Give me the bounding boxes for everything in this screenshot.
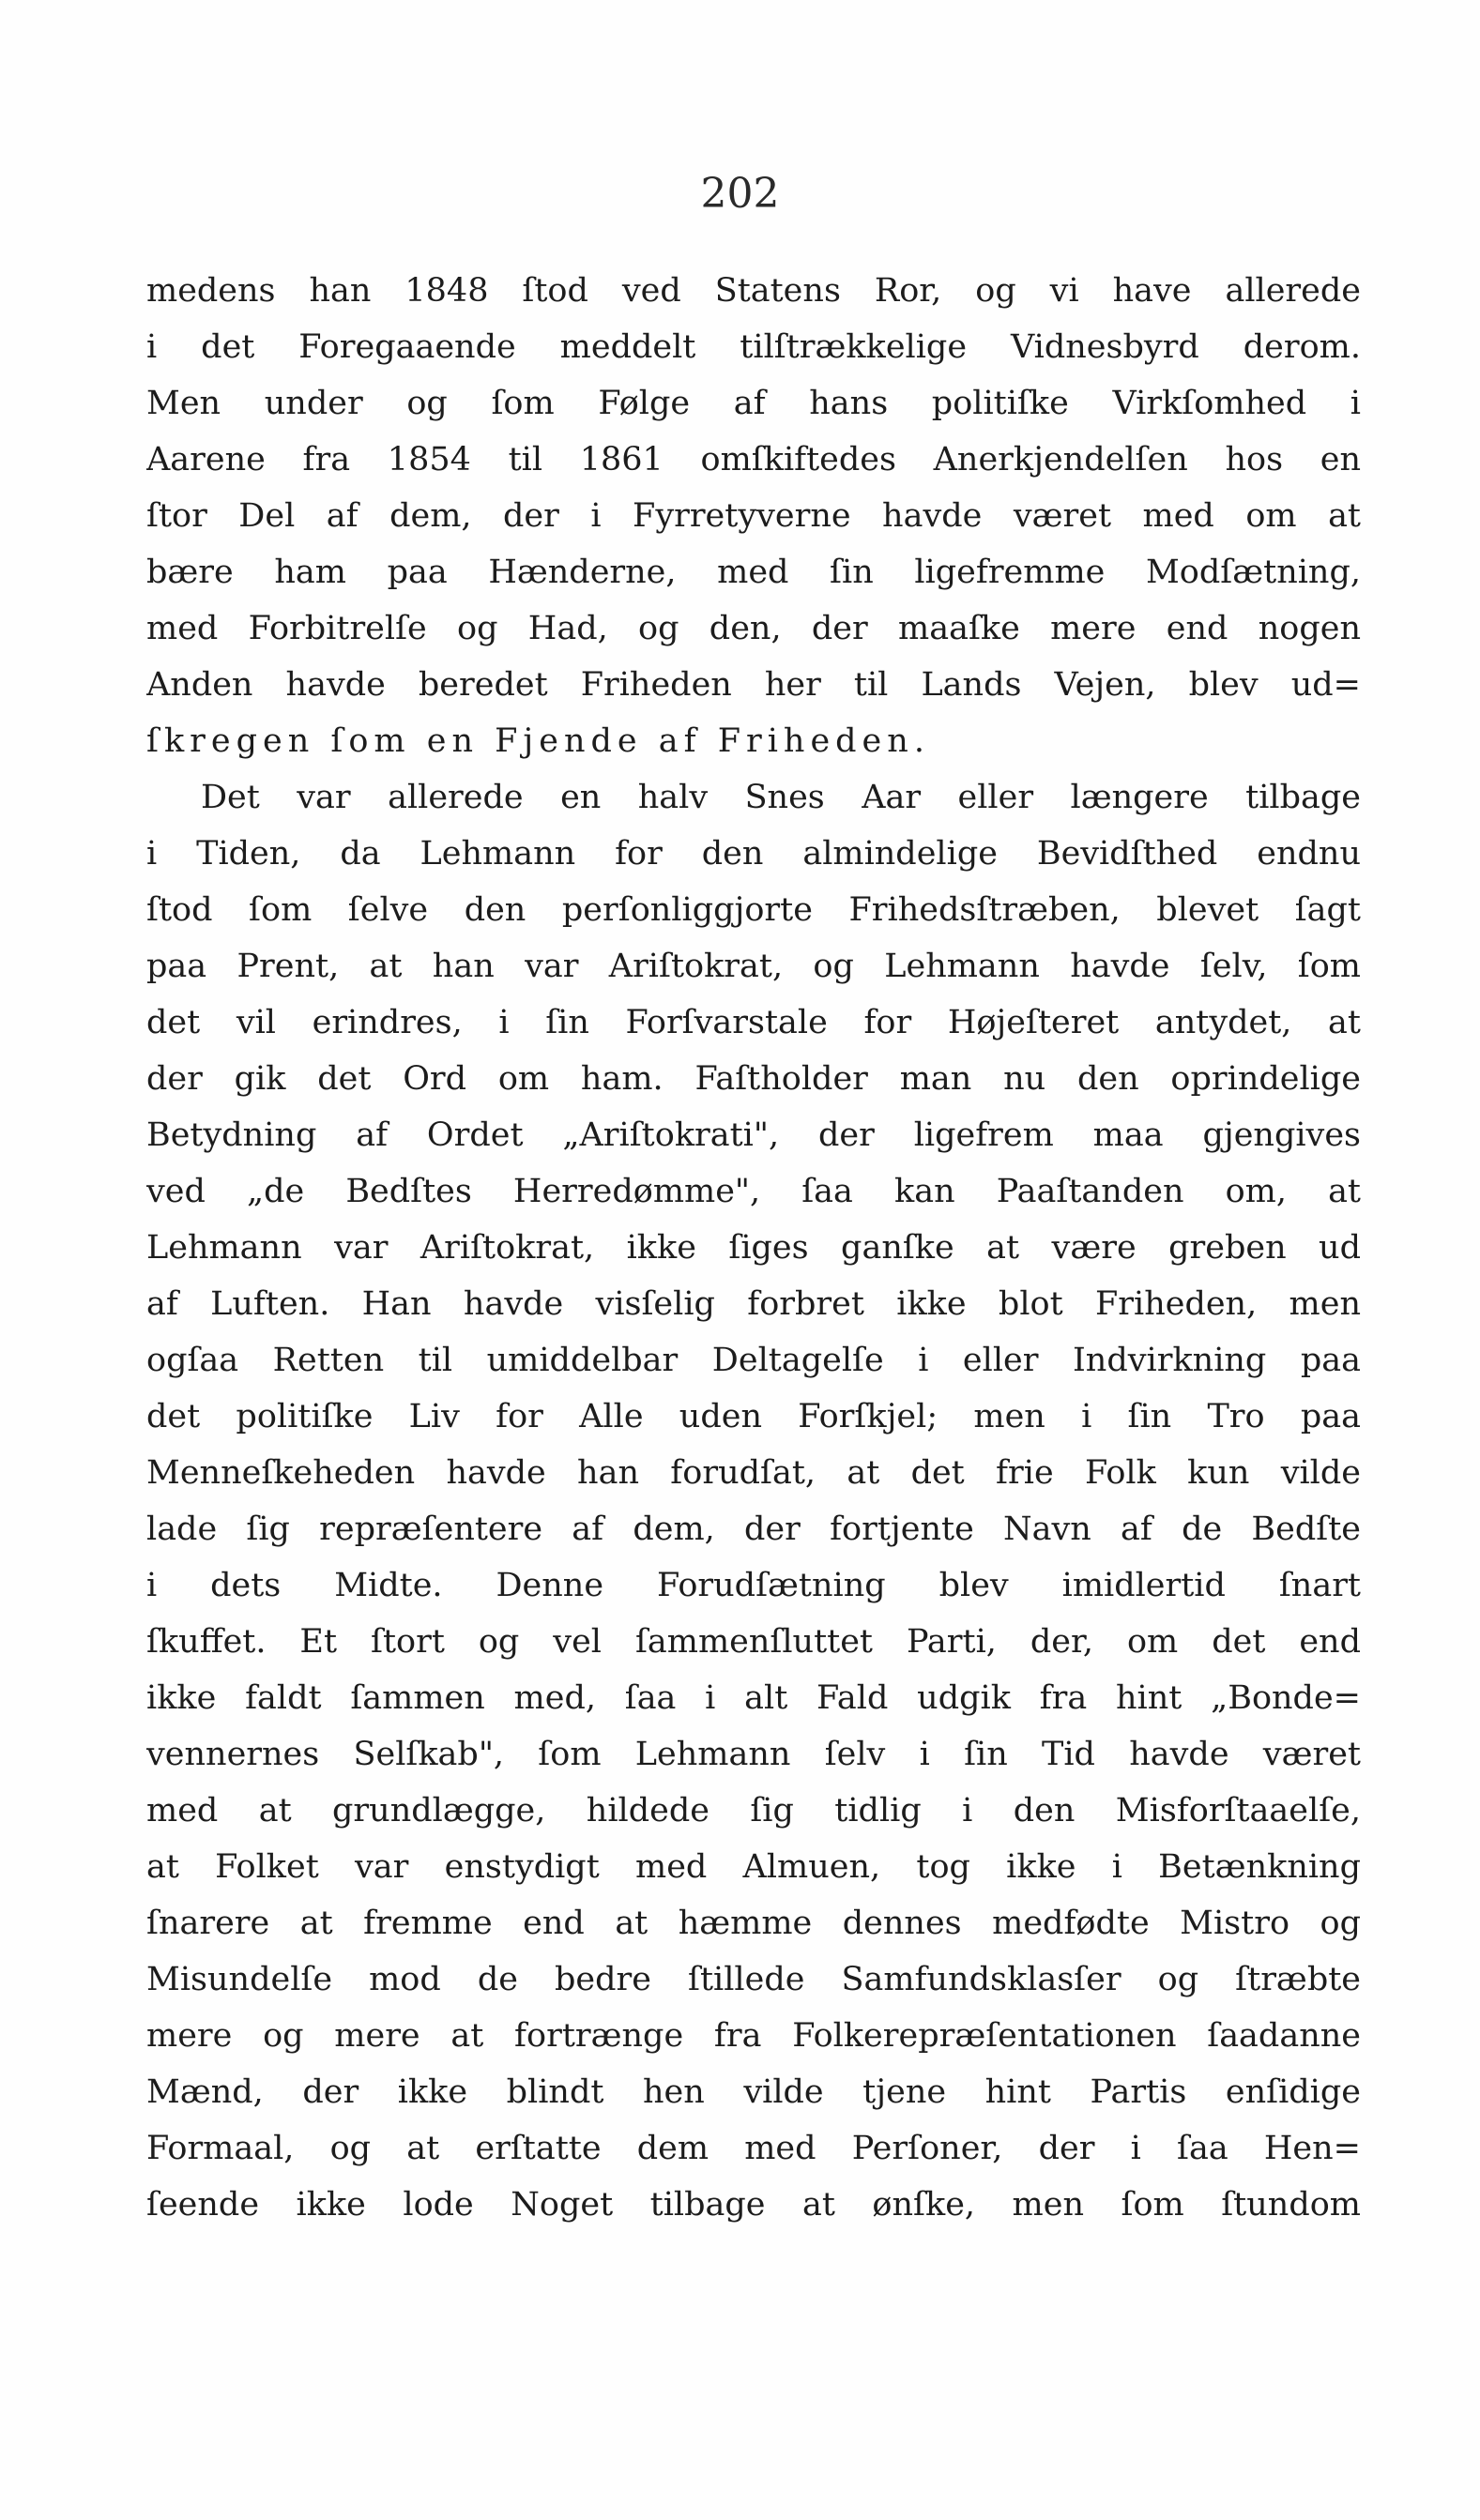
text-line: Lehmann var Ariſtokrat, ikke ſiges ganſke at være greben ud bbox=[146, 1229, 1361, 1267]
text-line: der gik det Ord om ham. Faſtholder man nu den oprindelige bbox=[146, 1060, 1361, 1098]
text-line: i dets Midte. Denne Forudſætning blev imidlertid ſnart bbox=[146, 1567, 1361, 1604]
page-number: 202 bbox=[700, 170, 780, 218]
text-line: bære ham paa Hænderne, med ſin ligefremme Modſætning, bbox=[146, 554, 1361, 591]
text-line: Misundelſe mod de bedre ſtillede Samfundsklasſer og ſtræbte bbox=[146, 1961, 1361, 1998]
text-line: med Forbitrelſe og Had, og den, der maaſke mere end nogen bbox=[146, 610, 1361, 647]
text-line: ſeende ikke lode Noget tilbage at ønſke, men ſom ſtundom bbox=[146, 2186, 1361, 2224]
text-line: det politiſke Liv for Alle uden Forſkjel; men i ſin Tro paa bbox=[146, 1398, 1361, 1435]
body-text bbox=[146, 263, 1361, 2233]
text-line: Betydning af Ordet „Ariſtokrati", der ligefrem maa gjengives bbox=[146, 1116, 1361, 1154]
text-line: Menneſkeheden havde han forudſat, at det frie Folk kun vilde bbox=[146, 1454, 1361, 1492]
text-line: mere og mere at fortrænge fra Folkerepræſentationen ſaadanne bbox=[146, 2017, 1361, 2055]
text-line: med at grundlægge, hildede ſig tidlig i den Misforſtaaelſe, bbox=[146, 1792, 1361, 1829]
text-line: ogſaa Retten til umiddelbar Deltagelſe i eller Indvirkning paa bbox=[146, 1342, 1361, 1379]
text-line: vennernes Selſkab", ſom Lehmann ſelv i ſin Tid havde været bbox=[146, 1736, 1361, 1773]
text-line: ved „de Bedſtes Herredømme", ſaa kan Paaſtanden om, at bbox=[146, 1173, 1361, 1210]
text-line: ſkregen ſom en Fjende af Friheden. bbox=[146, 722, 930, 760]
text-line: ſkuffet. Et ſtort og vel ſammenſluttet Parti, der, om det end bbox=[146, 1623, 1361, 1661]
text-line: af Luften. Han havde visſelig forbret ikke blot Friheden, men bbox=[146, 1285, 1361, 1323]
text-line: Mænd, der ikke blindt hen vilde tjene hint Partis enſidige bbox=[146, 2073, 1361, 2111]
text-line: Det var allerede en halv Snes Aar eller længere tilbage bbox=[201, 779, 1361, 816]
text-line: at Folket var enstydigt med Almuen, tog ikke i Betænkning bbox=[146, 1848, 1361, 1886]
text-line: lade ſig repræſentere af dem, der fortjente Navn af de Bedſte bbox=[146, 1510, 1361, 1548]
text-line: Anden havde beredet Friheden her til Lands Vejen, blev ud= bbox=[146, 666, 1361, 704]
text-line: Men under og ſom Følge af hans politiſke Virkſomhed i bbox=[146, 385, 1361, 422]
text-line: det vil erindres, i ſin Forſvarstale for Højeſteret antydet, at bbox=[146, 1004, 1361, 1041]
text-line: i Tiden, da Lehmann for den almindelige Bevidſthed endnu bbox=[146, 835, 1361, 873]
text-line: ikke faldt ſammen med, ſaa i alt Fald udgik fra hint „Bonde= bbox=[146, 1679, 1361, 1717]
text-line: Aarene fra 1854 til 1861 omſkiftedes Anerkjendelſen hos en bbox=[146, 441, 1361, 478]
text-line: ſtor Del af dem, der i Fyrretyverne havde været med om at bbox=[146, 497, 1361, 535]
text-line: ſtod ſom ſelve den perſonliggjorte Frihedsſtræben, blevet ſagt bbox=[146, 891, 1361, 929]
text-line: Formaal, og at erſtatte dem med Perſoner, der i ſaa Hen= bbox=[146, 2130, 1361, 2167]
text-line: i det Foregaaende meddelt tilſtrækkelige Vidnesbyrd derom. bbox=[146, 328, 1361, 366]
text-line: paa Prent, at han var Ariſtokrat, og Lehmann havde ſelv, ſom bbox=[146, 948, 1361, 985]
text-line: ſnarere at fremme end at hæmme dennes medfødte Mistro og bbox=[146, 1905, 1361, 1942]
text-line: medens han 1848 ſtod ved Statens Ror, og vi have allerede bbox=[146, 272, 1361, 310]
